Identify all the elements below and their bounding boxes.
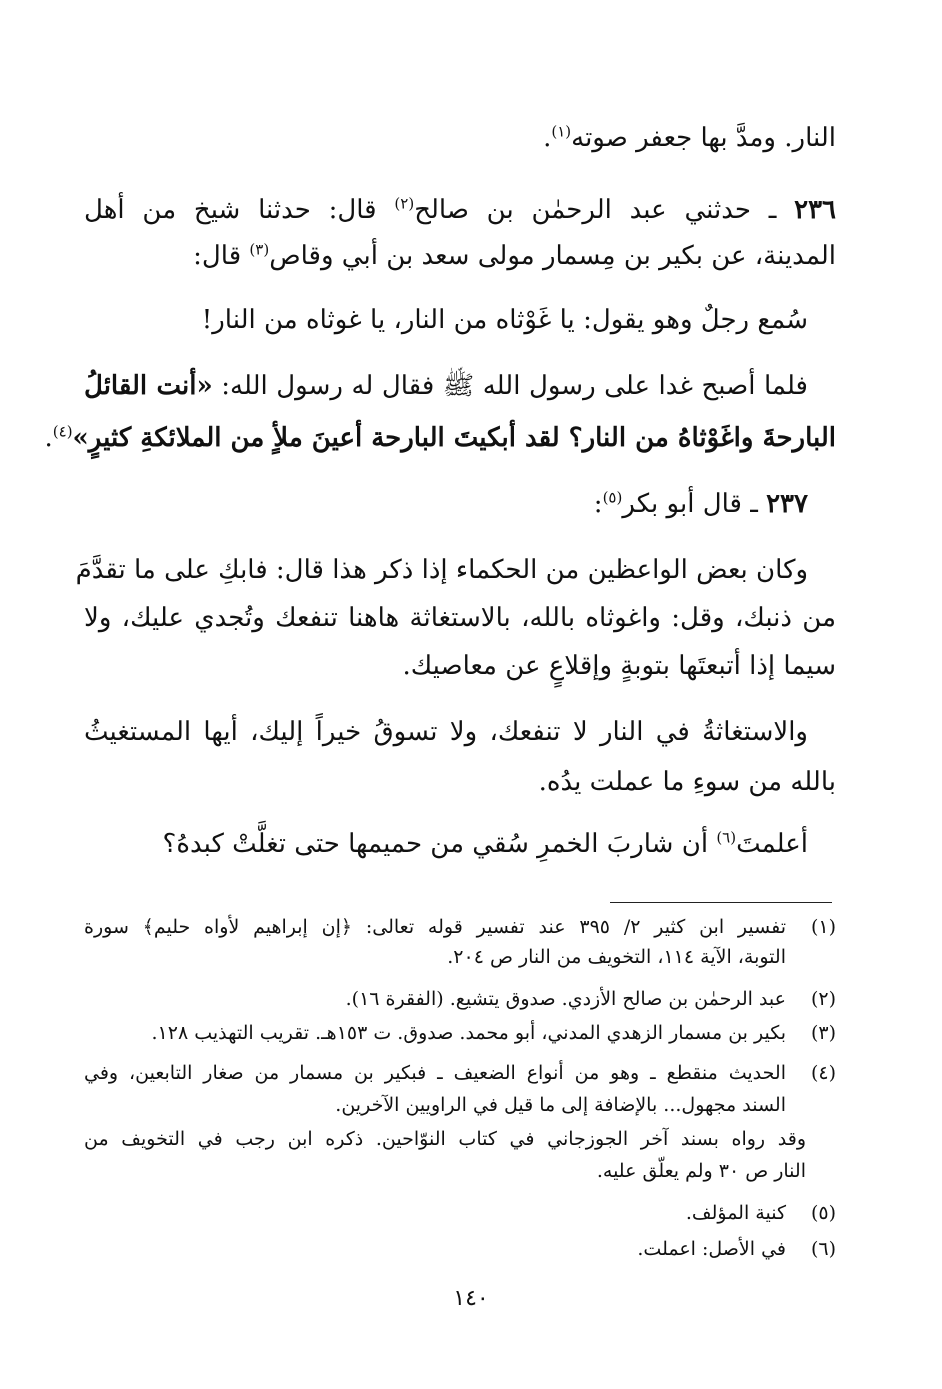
footnote-separator [610, 902, 832, 903]
hadith-quote: «أنت القائلُ [84, 371, 213, 401]
paragraph-236-line-2: المدينة، عن بكير بن مِسمار مولى سعد بن أبي وقاص$^{(٣)}$ قال: [193, 240, 836, 271]
footnote-ref[interactable]: (٣) [249, 240, 270, 259]
footnote-number: (٣) [810, 1022, 836, 1044]
footnote-1: (١) تفسير ابن كثير ٢/ ٣٩٥ عند تفسير قوله تعالى: ﴿إن إبراهيم لأواه حليم﴾ سورة التوبة، الآية ١١٤، التخويف من النار ص ٢٠٤. [84, 912, 836, 972]
paragraph-istighatha-line-1: والاستغاثةُ في النار لا تنفعك، ولا تسوقُ خيراً إليك، أيها المستغيثُ [84, 717, 808, 747]
footnote-number: (٤) [810, 1062, 836, 1084]
paragraph-wise-line-3: سيما إذا أتبعتَها بتوبةٍ وإقلاعٍ عن معاصيك. [402, 651, 836, 681]
footnote-ref[interactable]: (٤) [52, 422, 73, 441]
paragraph-istighatha-line-2: بالله من سوءِ ما عملت يدُه. [538, 767, 836, 797]
paragraph-morning-line-2: البارحةَ واغَوْثاهُ من النار؟ لقد أبكيتَ البارحة أعينَ ملأٍ من الملائكةِ كثيرٍ»$^{(٤)}$. [44, 422, 836, 453]
footnote-ref[interactable]: (٢) [394, 194, 415, 213]
footnote-number: (٦) [810, 1238, 836, 1260]
paragraph-morning-line-1: فلما أصبح غدا على رسول الله ﷺ فقال له رسول الله: «أنت القائلُ [84, 371, 808, 401]
paragraph-number: ٢٣٦ [794, 195, 837, 225]
paragraph-236-line-1: ٢٣٦ ـ حدثني عبد الرحمٰن بن صالح$^{(٢)}$ قال: حدثنا شيخ من أهل [84, 194, 837, 225]
footnote-5: (٥) كنية المؤلف. [84, 1198, 836, 1228]
text-line-last: أعلمتَ$^{(٦)}$ أن شاربَ الخمرِ سُقي من حميمها حتى تغلَّتْ كبدهُ؟ [162, 828, 808, 859]
paragraph-237: ٢٣٧ ـ قال أبو بكر$^{(٥)}$: [593, 488, 808, 519]
footnote-6: (٦) في الأصل: اعملت. [84, 1234, 836, 1264]
footnote-ref[interactable]: (٥) [602, 488, 623, 507]
text-line-shout: سُمع رجلٌ وهو يقول: يا غَوْثاه من النار، يا غوثاه من النار! [201, 305, 808, 335]
text-line-continuation: النار. ومدَّ بها جعفر صوته$^{(١)}$. [543, 122, 836, 153]
paragraph-wise-line-2: من ذنبك، وقل: واغوثاه بالله، بالاستغاثة هاهنا تنفعك وتُجدي عليك، ولا [84, 603, 836, 633]
hadith-quote: البارحةَ واغَوْثاهُ من النار؟ لقد أبكيتَ البارحة أعينَ ملأٍ من الملائكةِ كثيرٍ» [72, 423, 836, 453]
paragraph-wise-line-1: وكان بعض الواعظين من الحكماء إذا ذكر هذا قال: فابكِ على ما تقدَّمَ [75, 555, 808, 585]
footnote-3: (٣) بكير بن مسمار الزهدي المدني، أبو محمد. صدوق. ت ١٥٣هـ. تقريب التهذيب ١٢٨. [84, 1018, 836, 1048]
footnote-number: (٥) [810, 1202, 836, 1224]
footnote-number: (١) [810, 916, 836, 938]
footnote-ref[interactable]: (٦) [716, 828, 737, 847]
page-number: ١٤٠ [453, 1286, 489, 1311]
footnote-ref[interactable]: (١) [551, 122, 572, 141]
paragraph-number: ٢٣٧ [766, 489, 808, 519]
footnote-2: (٢) عبد الرحمٰن بن صالح الأزدي. صدوق يتشيع. (الفقرة ١٦). [84, 984, 836, 1014]
footnote-4: (٤) الحديث منقطع ـ وهو من أنواع الضعيف ـ فبكير بن مسمار من صغار التابعين، وفي السند مجهول... بالإضافة إلى ما قيل في الراويين الآخرين. وقد رواه بسند آخر الجوزجاني في كتاب النوّاحين. ذكره ابن رجب في التخويف من النار ص ٣٠ ولم يعلّق عليه. [84, 1058, 836, 1182]
footnote-number: (٢) [810, 988, 836, 1010]
